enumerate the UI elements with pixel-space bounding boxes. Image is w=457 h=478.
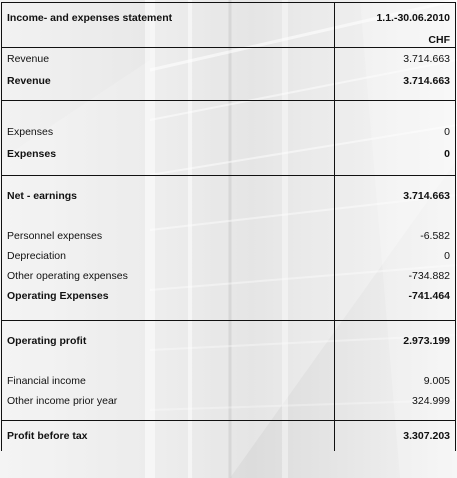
row-value: 0 (335, 246, 456, 266)
table-row (2, 176, 456, 216)
row-value: -734.882 (335, 266, 456, 286)
row-label: Revenue (2, 71, 335, 91)
spacer-row (2, 216, 456, 226)
spacer-row (2, 411, 456, 421)
table-row (2, 321, 456, 361)
row-value: 2.973.199 (335, 321, 456, 361)
table-row (2, 391, 456, 411)
table-row (2, 371, 456, 391)
spacer-row (2, 164, 456, 176)
row-value: 0 (335, 144, 456, 164)
currency-label: CHF (335, 33, 456, 48)
table-row (2, 121, 456, 144)
row-label: Financial income (2, 371, 335, 391)
row-label: Expenses (2, 144, 335, 164)
row-value: 9.005 (335, 371, 456, 391)
row-label: Net - earnings (2, 176, 335, 216)
row-value: 3.714.663 (335, 176, 456, 216)
period-label: 1.1.-30.06.2010 (335, 3, 456, 33)
row-label: Depreciation (2, 246, 335, 266)
spacer-row (2, 361, 456, 371)
row-label: Revenue (2, 48, 335, 71)
currency-row (2, 33, 456, 48)
row-label: Profit before tax (2, 421, 335, 451)
header-row (2, 3, 456, 33)
row-value: 324.999 (335, 391, 456, 411)
table-row (2, 226, 456, 246)
spacer-row (2, 91, 456, 101)
row-value: 3.307.203 (335, 421, 456, 451)
row-label: Personnel expenses (2, 226, 335, 246)
row-value: 3.714.663 (335, 71, 456, 91)
table-row (2, 48, 456, 71)
row-label: Other income prior year (2, 391, 335, 411)
row-label: Operating profit (2, 321, 335, 361)
spacer-row (2, 306, 456, 321)
statement-title: Income- and expenses statement (2, 3, 335, 33)
row-label: Expenses (2, 121, 335, 144)
table-row (2, 421, 456, 451)
table-row (2, 144, 456, 164)
table-row (2, 266, 456, 286)
income-statement-table (1, 2, 456, 451)
row-value: -6.582 (335, 226, 456, 246)
row-value: -741.464 (335, 286, 456, 306)
table-row (2, 286, 456, 306)
spacer-row (2, 101, 456, 121)
table-row (2, 246, 456, 266)
row-value: 3.714.663 (335, 48, 456, 71)
row-label: Operating Expenses (2, 286, 335, 306)
row-label: Other operating expenses (2, 266, 335, 286)
table-row (2, 71, 456, 91)
row-value: 0 (335, 121, 456, 144)
